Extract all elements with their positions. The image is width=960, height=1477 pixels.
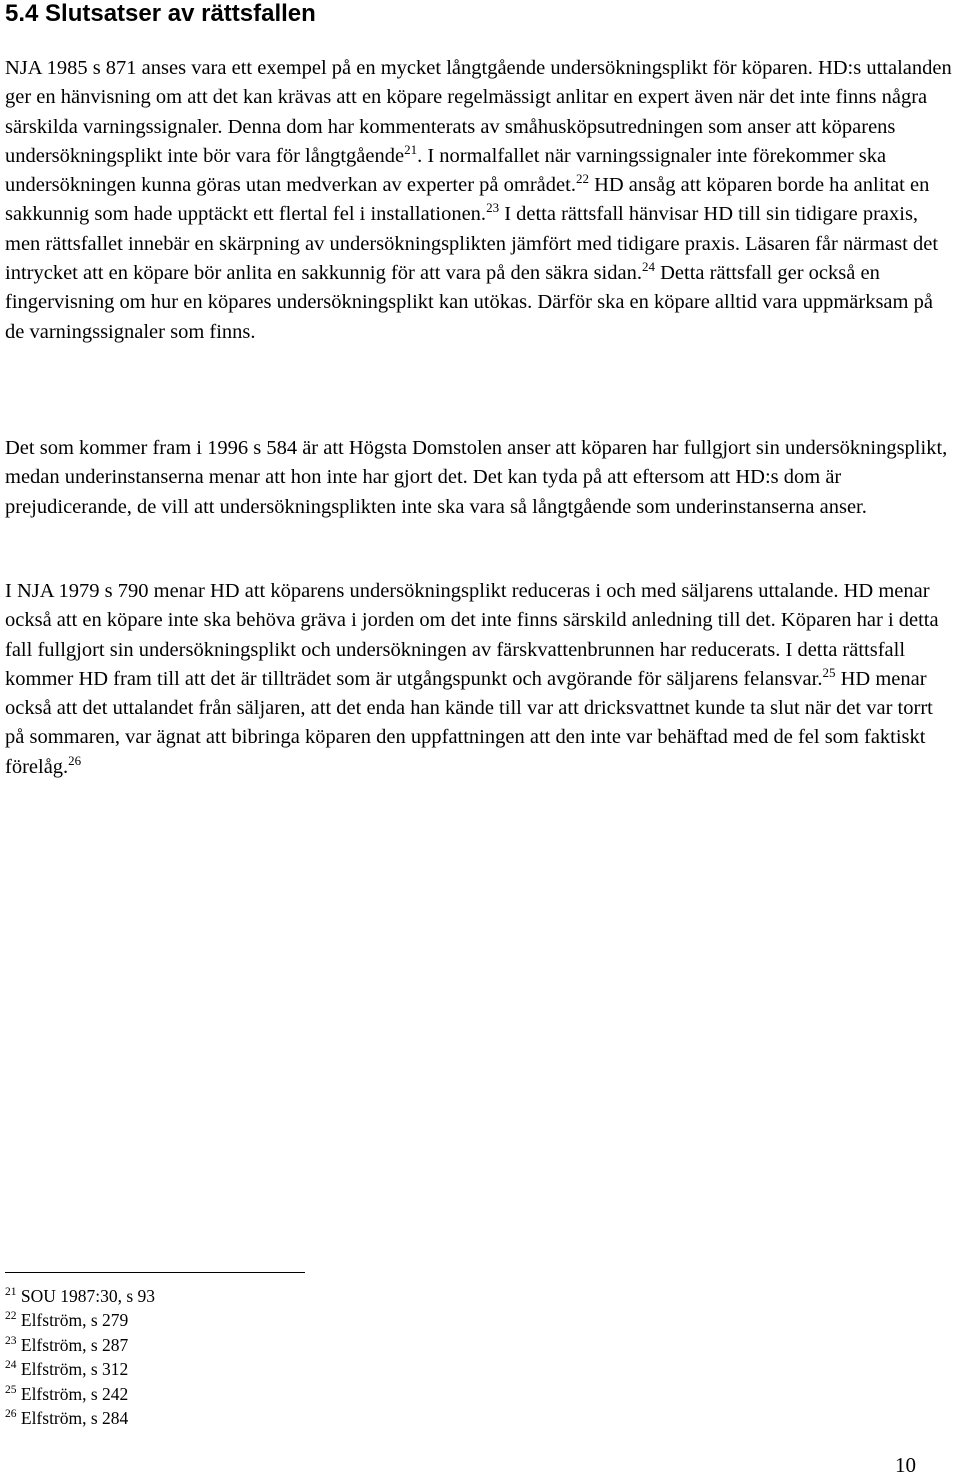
p3-text-b: HD menar också att det uttalandet från säljaren, att det enda han kände till var att dricksvattnet kunde ta slut när det var torrt på sommaren, var ägnat att bibringa köparen den uppfattningen att den inte var behäftad med de fel som faktiskt förelåg. <box>5 667 933 778</box>
p1-text-a: NJA 1985 s 871 anses vara ett exempel på en mycket långtgående undersökningsplikt för köparen. HD:s uttalanden ger en hänvisning om att det kan krävas att en köpare regelmässigt anlitar en expert även när det inte finns några särskilda varningssignaler. Denna dom har kommenterats av småhusköpsutredningen som anser att köparens undersökningsplikt inte bör vara för långtgående <box>5 57 952 167</box>
footnote-item <box>5 1406 155 1430</box>
footnote-text: SOU 1987:30, s 93 <box>20 1286 156 1306</box>
footnote-number: 22 <box>5 1310 17 1323</box>
paragraph-3 <box>5 577 955 782</box>
p1-text-e: Detta rättsfall ger också en fingervisning om hur en köpares undersökningsplikt kan utökas. Därför ska en köpare alltid vara uppmärksam på de varningssignaler som finns. <box>5 262 933 343</box>
footnote-ref-24: 24 <box>641 259 655 275</box>
footnote-ref-25: 25 <box>822 664 836 680</box>
footnote-text: Elfström, s 312 <box>20 1359 129 1380</box>
section-heading: 5.4 Slutsatser av rättsfallen <box>5 0 316 27</box>
footnote-ref-21: 21 <box>404 141 418 157</box>
footnote-list <box>5 1284 155 1430</box>
p1-text-c: HD ansåg att köparen borde ha anlitat en sakkunnig som hade upptäckt ett flertal fel i installationen. <box>5 174 930 226</box>
footnote-separator <box>5 1272 305 1273</box>
footnote-item <box>5 1382 155 1406</box>
footnote-text: Elfström, s 284 <box>20 1408 129 1429</box>
footnote-number: 23 <box>5 1334 17 1347</box>
footnote-item <box>5 1308 155 1332</box>
footnote-ref-26: 26 <box>68 752 82 768</box>
footnote-item <box>5 1284 155 1308</box>
footnote-number: 21 <box>5 1286 17 1298</box>
p3-text-a: I NJA 1979 s 790 menar HD att köparens undersökningsplikt reduceras i och med säljarens uttalande. HD menar också att en köpare inte ska behöva gräva i jorden om det inte finns särskild anledning till det. Köparen har i detta fall fullgjort sin undersökningsplikt och undersökningen av färskvattenbrunnen har reducerats. I detta rättsfall kommer HD fram till att det är tillträdet som är utgångspunkt och avgörande för säljarens felansvar. <box>5 580 939 690</box>
footnote-text: Elfström, s 287 <box>20 1334 129 1355</box>
footnote-text: Elfström, s 279 <box>20 1310 129 1331</box>
footnote-ref-23: 23 <box>486 200 500 216</box>
page-number: 10 <box>895 1453 916 1477</box>
footnote-number: 26 <box>5 1408 17 1421</box>
footnote-item <box>5 1357 155 1381</box>
paragraph-2: Det som kommer fram i 1996 s 584 är att Högsta Domstolen anser att köparen har fullgjort sin undersökningsplikt, medan underinstanserna menar att hon inte har gjort det. Det kan tyda på att eftersom att HD:s dom är prejudicerande, de vill att undersökningsplikten inte ska vara så långtgående som underinstanserna anser. <box>5 437 948 518</box>
paragraph-1 <box>5 54 955 347</box>
p1-text-d: I detta rättsfall hänvisar HD till sin tidigare praxis, men rättsfallet innebär en skärpning av undersökningsplikten jämfört med tidigare praxis. Läsaren får närmast det intrycket att en köpare bör anlita en sakkunnig för att vara på den säkra sidan. <box>5 203 939 285</box>
footnote-text: Elfström, s 242 <box>20 1383 129 1404</box>
footnote-ref-22: 22 <box>575 171 589 187</box>
p1-text-b: . I normalfallet när varningssignaler inte förekommer ska undersökningen kunna göras utan medverkan av experter på området. <box>5 144 887 197</box>
footnote-item <box>5 1333 155 1357</box>
footnote-number: 24 <box>5 1359 17 1372</box>
footnote-number: 25 <box>5 1383 17 1396</box>
